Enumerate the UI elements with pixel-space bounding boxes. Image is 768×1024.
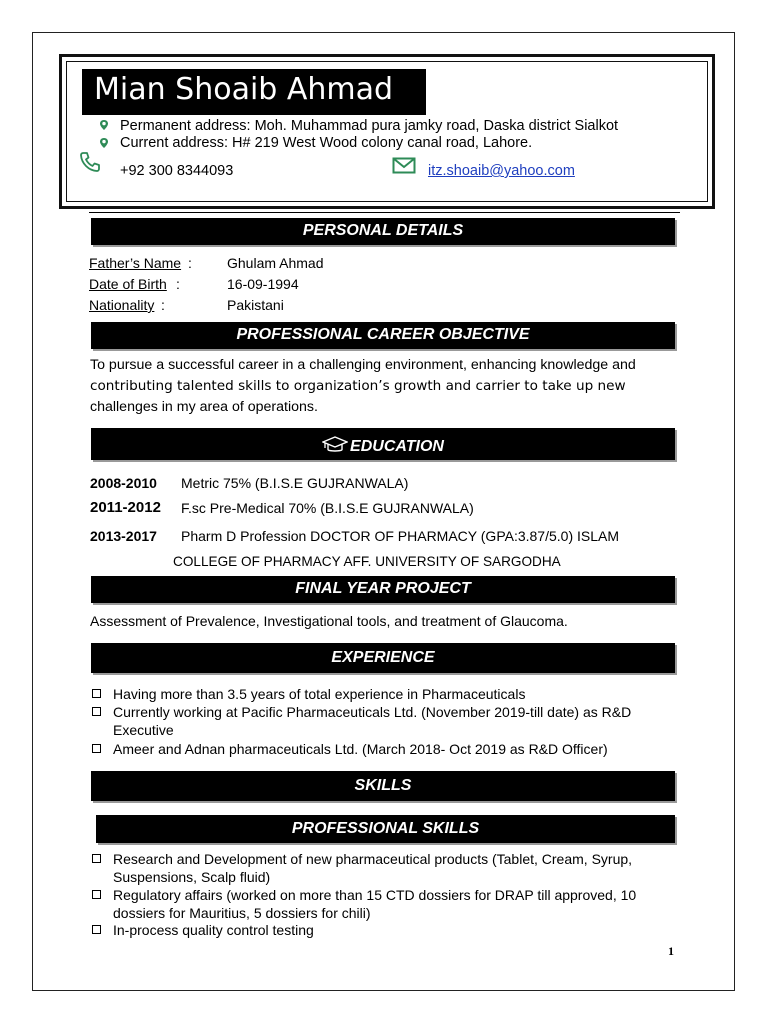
nationality-label: Nationality (89, 297, 155, 313)
education-years: 2008-2010 (90, 475, 157, 491)
date-of-birth-value: 16-09-1994 (227, 276, 299, 292)
professional-skill-item-continuation: Suspensions, Scalp fluid) (113, 869, 271, 885)
project-text: Assessment of Prevalence, Investigational tools, and treatment of Glaucoma. (90, 613, 568, 629)
location-pin-icon (98, 119, 110, 131)
current-address: Current address: H# 219 West Wood colony canal road, Lahore. (120, 135, 533, 151)
project-heading-bar (91, 576, 675, 603)
experience-heading: EXPERIENCE (331, 649, 435, 666)
date-of-birth-label: Date of Birth (89, 276, 167, 292)
label-colon: : (176, 276, 180, 292)
experience-item: Currently working at Pacific Pharmaceuticals Ltd. (November 2019-till date) as R&D (113, 704, 632, 720)
checkbox-bullet (92, 925, 101, 934)
education-heading-group (91, 436, 675, 456)
graduation-cap-icon (322, 436, 348, 454)
email-link[interactable]: itz.shoaib@yahoo.com (428, 163, 575, 179)
professional-skills-heading: PROFESSIONAL SKILLS (291, 820, 480, 837)
experience-heading-bar (91, 643, 675, 673)
nationality-value: Pakistani (227, 297, 284, 313)
professional-skill-item: Regulatory affairs (worked on more than 15 CTD dossiers for DRAP till approved, 10 (113, 887, 637, 903)
phone-number: +92 300 8344093 (120, 163, 234, 179)
checkbox-bullet (92, 707, 101, 716)
education-entry: Metric 75% (B.I.S.E GUJRANWALA) (181, 475, 409, 491)
objective-line: To pursue a successful career in a challenging environment, enhancing knowledge and (90, 357, 636, 373)
label-colon: : (188, 255, 192, 271)
personal-details-heading-bar (91, 218, 675, 245)
phone-icon (78, 151, 102, 173)
objective-heading-bar (91, 322, 675, 349)
name-banner (82, 69, 426, 115)
permanent-address: Permanent address: Moh. Muhammad pura jamky road, Daska district Sialkot (120, 118, 619, 134)
checkbox-bullet (92, 890, 101, 899)
education-entry: Pharm D Profession DOCTOR OF PHARMACY (GPA:3.87/5.0) ISLAM (181, 528, 620, 544)
header-divider (89, 212, 680, 213)
objective-line: contributing talented skills to organization’s growth and carrier to take up new (90, 378, 626, 394)
candidate-name: Mian Shoaib Ahmad (94, 72, 394, 107)
objective-line: challenges in my area of operations. (90, 399, 318, 415)
skills-heading: SKILLS (354, 777, 412, 794)
education-heading: EDUCATION (350, 438, 444, 455)
professional-skill-item: In-process quality control testing (113, 922, 314, 938)
objective-heading: PROFESSIONAL CAREER OBJECTIVE (236, 326, 530, 343)
education-years: 2011-2012 (90, 499, 161, 516)
experience-item-continuation: Executive (113, 722, 174, 738)
professional-skills-heading-bar (96, 815, 675, 843)
experience-item: Ameer and Adnan pharmaceuticals Ltd. (March 2018- Oct 2019 as R&D Officer) (113, 741, 608, 757)
education-years: 2013-2017 (90, 528, 157, 544)
experience-item: Having more than 3.5 years of total experience in Pharmaceuticals (113, 686, 526, 702)
checkbox-bullet (92, 854, 101, 863)
fathers-name-value: Ghulam Ahmad (227, 255, 324, 271)
education-entry-continuation: COLLEGE OF PHARMACY AFF. UNIVERSITY OF SARGODHA (173, 554, 561, 569)
contact-header-inner (66, 61, 708, 202)
education-heading-bar (91, 428, 675, 460)
location-pin-icon (98, 137, 110, 149)
skills-heading-bar (91, 771, 675, 801)
professional-skill-item-continuation: dossiers for Mauritius, 5 dossiers for chili) (113, 905, 371, 921)
label-colon: : (161, 297, 165, 313)
mail-icon (392, 157, 416, 174)
page-number: 1 (668, 944, 674, 958)
project-heading: FINAL YEAR PROJECT (295, 580, 471, 597)
professional-skill-item: Research and Development of new pharmaceutical products (Tablet, Cream, Syrup, (113, 851, 633, 867)
contact-header (59, 54, 715, 209)
education-entry: F.sc Pre-Medical 70% (B.I.S.E GUJRANWALA) (181, 500, 474, 516)
checkbox-bullet (92, 744, 101, 753)
checkbox-bullet (92, 689, 101, 698)
personal-details-heading: PERSONAL DETAILS (302, 222, 464, 239)
fathers-name-label: Father’s Name (89, 255, 182, 271)
